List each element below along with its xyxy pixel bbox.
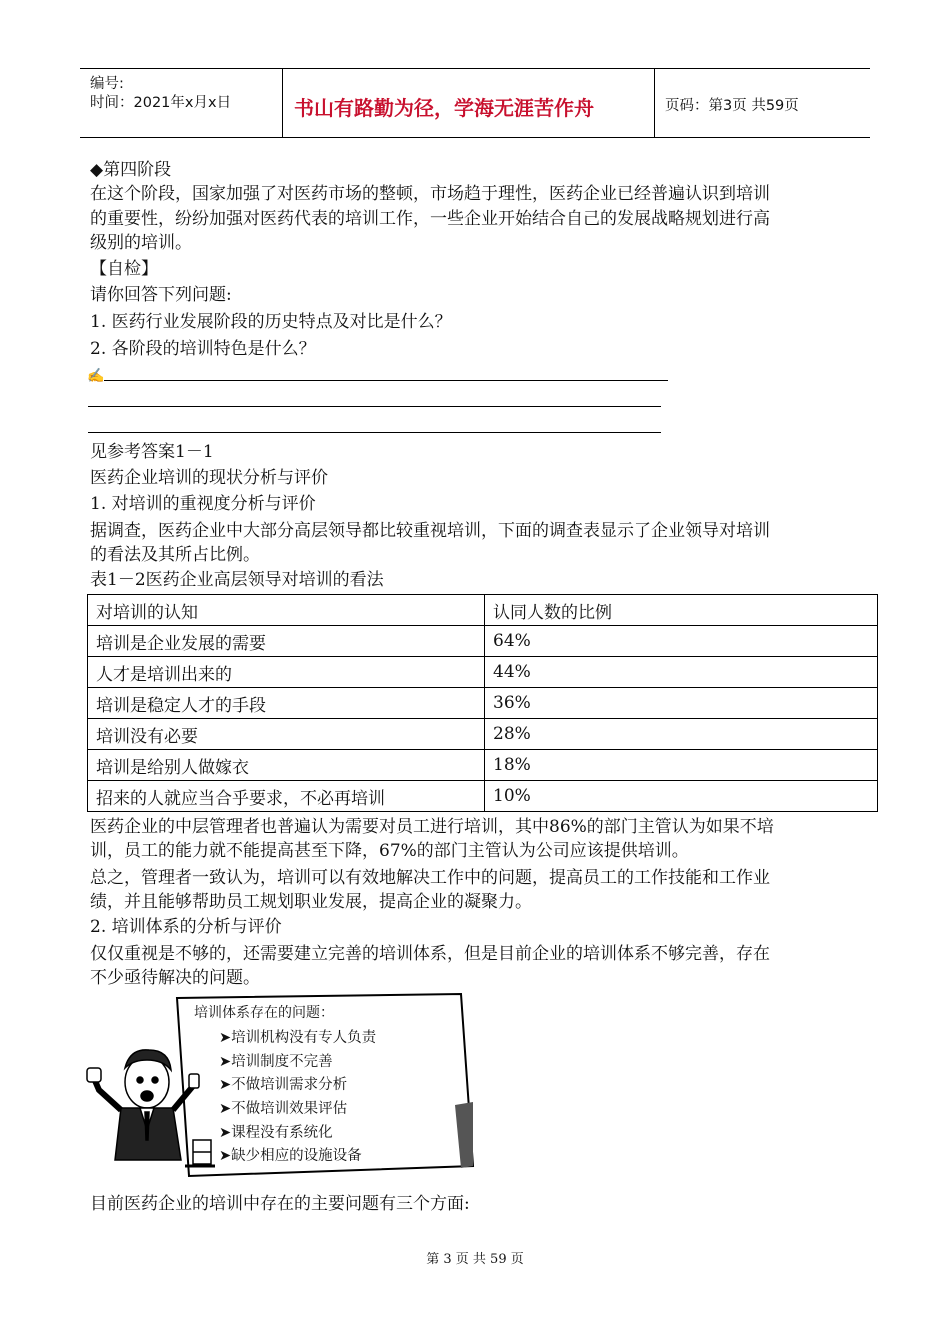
- page-header: [80, 68, 870, 138]
- header-page-info: 页码：第3页 共59页: [665, 98, 799, 114]
- table-row: [88, 781, 878, 812]
- board-list-item: ➤培训机构没有专人负责: [219, 1030, 377, 1046]
- table-cell: 36%: [485, 688, 878, 719]
- board-list-item: ➤缺少相应的设施设备: [219, 1148, 362, 1164]
- table-cell: 18%: [485, 750, 878, 781]
- table-cell: 28%: [485, 719, 878, 750]
- question-item: 1. 医药行业发展阶段的历史特点及对比是什么？: [90, 312, 452, 332]
- paragraph-line: 仅仅重视是不够的，还需要建立完善的培训体系，但是目前企业的培训体系不够完善，存在: [90, 944, 770, 964]
- table-cell: 44%: [485, 657, 878, 688]
- answer-reference: 见参考答案1－1: [90, 442, 214, 462]
- header-divider: [282, 69, 283, 137]
- paragraph-line: 的看法及其所占比例。: [90, 545, 260, 565]
- doc-date: 时间：2021年x月x日: [90, 95, 232, 111]
- table-cell: 培训没有必要: [88, 719, 485, 750]
- doc-number-label: 编号:: [90, 76, 124, 92]
- paragraph-line: 总之，管理者一致认为，培训可以有效地解决工作中的问题，提高员工的工作技能和工作业: [90, 868, 770, 888]
- section-title: 医药企业培训的现状分析与评价: [90, 468, 328, 488]
- table-cell: 招来的人就应当合乎要求，不必再培训: [88, 781, 485, 812]
- table-row: [88, 688, 878, 719]
- column-header: 对培训的认知: [88, 595, 485, 626]
- column-header: 认同人数的比例: [485, 595, 878, 626]
- self-check-prompt: 请你回答下列问题:: [90, 285, 232, 305]
- paragraph-line: 不少亟待解决的问题。: [90, 968, 260, 988]
- table-cell: 64%: [485, 626, 878, 657]
- table-row: [88, 657, 878, 688]
- answer-blank-line[interactable]: [88, 432, 661, 433]
- page-footer: 第 3 页 共 59 页: [426, 1252, 524, 1267]
- table-caption: 表1－2医药企业高层领导对培训的看法: [90, 570, 384, 590]
- table-cell: 培训是稳定人才的手段: [88, 688, 485, 719]
- paragraph-line: 的重要性，纷纷加强对医药代表的培训工作，一些企业开始结合自己的发展战略规划进行高: [90, 209, 770, 229]
- table-row: [88, 719, 878, 750]
- training-problems-illustration: [85, 990, 475, 1180]
- paragraph-line: 训，员工的能力就不能提高甚至下降，67%的部门主管认为公司应该提供培训。: [90, 841, 689, 861]
- paragraph-line: 绩，并且能够帮助员工规划职业发展，提高企业的凝聚力。: [90, 892, 532, 912]
- board-list-item: ➤培训制度不完善: [219, 1054, 333, 1070]
- table-cell: 人才是培训出来的: [88, 657, 485, 688]
- paragraph-line: 级别的培训。: [90, 233, 192, 253]
- paragraph-line: 据调查，医药企业中大部分高层领导都比较重视培训，下面的调查表显示了企业领导对培训: [90, 521, 770, 541]
- table-row: [88, 750, 878, 781]
- header-divider: [654, 69, 655, 137]
- answer-blank-line[interactable]: [104, 380, 668, 381]
- stage-heading: ◆第四阶段: [90, 160, 172, 180]
- header-motto: 书山有路勤为径，学海无涯苦作舟: [294, 96, 594, 120]
- answer-blank-line[interactable]: [88, 406, 661, 407]
- subsection-title: 1. 对培训的重视度分析与评价: [90, 494, 316, 514]
- question-item: 2. 各阶段的培训特色是什么？: [90, 339, 316, 359]
- paragraph-line: 在这个阶段，国家加强了对医药市场的整顿，市场趋于理性，医药企业已经普遍认识到培训: [90, 184, 770, 204]
- paragraph-line: 医药企业的中层管理者也普遍认为需要对员工进行培训，其中86%的部门主管认为如果不培: [90, 817, 774, 837]
- board-list-item: ➤不做培训需求分析: [219, 1077, 348, 1093]
- board-title: 培训体系存在的问题：: [194, 1005, 334, 1021]
- pencil-icon: ✍: [87, 368, 105, 384]
- closing-line: 目前医药企业的培训中存在的主要问题有三个方面:: [90, 1194, 470, 1214]
- board-list-item: ➤不做培训效果评估: [219, 1101, 348, 1117]
- table-header-row: [88, 595, 878, 626]
- subsection-title: 2. 培训体系的分析与评价: [90, 917, 282, 937]
- board-list-item: ➤课程没有系统化: [219, 1125, 333, 1141]
- table-cell: 培训是企业发展的需要: [88, 626, 485, 657]
- survey-table: [87, 594, 878, 812]
- table-row: [88, 626, 878, 657]
- table-cell: 10%: [485, 781, 878, 812]
- table-cell: 培训是给别人做嫁衣: [88, 750, 485, 781]
- self-check-title: 【自检】: [90, 259, 158, 279]
